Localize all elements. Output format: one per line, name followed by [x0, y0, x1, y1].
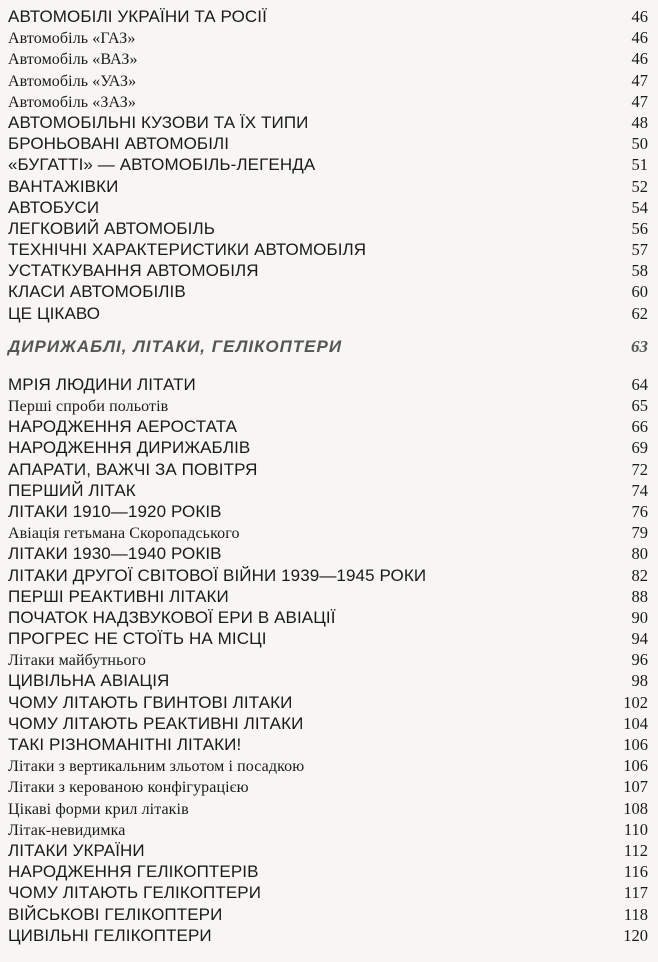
toc-entry-page: 82 — [631, 565, 648, 585]
toc-entry-page: 112 — [623, 840, 648, 860]
toc-entry — [8, 819, 650, 840]
toc-entry-page: 120 — [623, 925, 648, 945]
toc-entry-page: 106 — [623, 735, 648, 754]
toc-entry-page: 51 — [631, 155, 648, 175]
toc-entry — [8, 586, 650, 607]
toc-entry — [8, 133, 650, 154]
toc-entry — [8, 239, 650, 260]
toc-entry-page: 96 — [631, 650, 648, 670]
section-title: ДИРИЖАБЛІ, ЛІТАКИ, ГЕЛІКОПТЕРИ — [8, 336, 343, 356]
toc-entry — [8, 565, 650, 586]
toc-entry — [8, 395, 650, 416]
toc-entry-title: ПРОГРЕС НЕ СТОЇТЬ НА МІСЦІ — [8, 629, 267, 649]
toc-entry-title: КЛАСИ АВТОМОБІЛІВ — [8, 282, 186, 302]
toc-entry-title: ПЕРШИЙ ЛІТАК — [8, 480, 136, 500]
toc-entry — [8, 260, 650, 281]
toc-entry — [8, 649, 650, 670]
toc-entry-page: 117 — [623, 883, 648, 903]
toc-entry-title: Літаки з керованою конфігурацією — [8, 779, 249, 797]
toc-entry-page: 52 — [631, 176, 648, 196]
toc-entry-page: 79 — [631, 523, 648, 543]
toc-entry-page: 106 — [623, 756, 648, 776]
toc-entry-page: 102 — [623, 692, 648, 712]
toc-entry-page: 62 — [631, 303, 648, 323]
toc-entry-page: 69 — [631, 438, 648, 458]
toc-entry-page: 46 — [631, 49, 648, 69]
toc-entry-title: Літаки з вертикальним зльотом і посадкою — [8, 758, 305, 776]
toc-entry-title: НАРОДЖЕННЯ АЕРОСТАТА — [8, 417, 238, 437]
toc-entry-title: ЧОМУ ЛІТАЮТЬ ГВИНТОВІ ЛІТАКИ — [8, 692, 293, 712]
toc-entry-page: 65 — [631, 396, 648, 415]
toc-list-before — [8, 6, 650, 324]
toc-entry-title: АВТОМОБІЛЬНІ КУЗОВИ ТА ЇХ ТИПИ — [8, 112, 309, 132]
toc-entry-page: 98 — [631, 671, 648, 691]
toc-entry — [8, 925, 650, 946]
toc-entry — [8, 374, 650, 395]
toc-entry-title: ТАКІ РІЗНОМАНІТНІ ЛІТАКИ! — [8, 735, 242, 754]
toc-entry-page: 90 — [631, 607, 648, 627]
toc-entry — [8, 755, 650, 776]
toc-entry-page: 64 — [631, 374, 648, 394]
toc-entry — [8, 437, 650, 458]
toc-entry — [8, 303, 650, 324]
toc-entry — [8, 27, 650, 48]
toc-entry-title: ЛІТАКИ 1930—1940 РОКІВ — [8, 544, 222, 564]
toc-entry — [8, 112, 650, 133]
toc-entry — [8, 798, 650, 819]
toc-entry — [8, 882, 650, 903]
toc-entry-title: ЛІТАКИ 1910—1920 РОКІВ — [8, 501, 222, 521]
toc-entry-page: 46 — [631, 28, 648, 48]
toc-entry-title: ЦИВІЛЬНІ ГЕЛІКОПТЕРИ — [8, 925, 212, 945]
toc-entry-page: 48 — [631, 112, 648, 132]
toc-entry-page: 74 — [631, 480, 648, 500]
toc-entry — [8, 501, 650, 522]
toc-entry-title: ЛІТАКИ УКРАЇНИ — [8, 840, 145, 860]
toc-entry-title: ЧОМУ ЛІТАЮТЬ РЕАКТИВНІ ЛІТАКИ — [8, 713, 304, 733]
toc-entry — [8, 522, 650, 543]
toc-entry-page: 107 — [623, 777, 648, 797]
section-heading — [8, 336, 650, 358]
toc-entry-title: Авіація гетьмана Скоропадського — [8, 525, 240, 543]
toc-entry — [8, 861, 650, 882]
toc-entry-title: ЦЕ ЦІКАВО — [8, 303, 101, 323]
toc-entry-page: 47 — [631, 91, 648, 111]
toc-entry-page: 54 — [631, 197, 648, 217]
toc-entry — [8, 459, 650, 480]
toc-entry-page: 110 — [623, 819, 648, 839]
toc-entry-page: 57 — [631, 240, 648, 260]
toc-entry-title: ВАНТАЖІВКИ — [8, 176, 119, 196]
toc-entry-title: БРОНЬОВАНІ АВТОМОБІЛІ — [8, 134, 230, 154]
toc-entry — [8, 218, 650, 239]
toc-entry — [8, 70, 650, 91]
toc-entry-title: ЦИВІЛЬНА АВІАЦІЯ — [8, 671, 170, 691]
toc-entry — [8, 91, 650, 112]
toc-entry — [8, 692, 650, 713]
toc-entry-title: ПОЧАТОК НАДЗВУКОВОЇ ЕРИ В АВІАЦІЇ — [8, 607, 336, 627]
toc-entry-title: НАРОДЖЕННЯ ГЕЛІКОПТЕРІВ — [8, 862, 259, 882]
toc-entry-page: 104 — [623, 713, 648, 733]
toc-entry-page: 94 — [631, 629, 648, 649]
toc-entry-page: 66 — [631, 417, 648, 437]
toc-entry-page: 108 — [623, 798, 648, 818]
section-page: 63 — [631, 336, 648, 356]
toc-entry — [8, 840, 650, 861]
toc-entry — [8, 480, 650, 501]
toc-entry — [8, 281, 650, 302]
toc-entry — [8, 197, 650, 218]
toc-entry-title: Літак-невидимка — [8, 821, 126, 839]
toc-entry-title: ЛЕГКОВИЙ АВТОМОБІЛЬ — [8, 218, 215, 238]
toc-entry-page: 50 — [631, 134, 648, 154]
toc-entry-page: 58 — [631, 261, 648, 281]
toc-entry — [8, 734, 650, 755]
toc-entry-title: Цікаві форми крил літаків — [8, 800, 189, 818]
toc-entry — [8, 904, 650, 925]
toc-entry-title: АВТОМОБІЛІ УКРАЇНИ ТА РОСІЇ — [8, 7, 267, 26]
toc-entry-title: ЛІТАКИ ДРУГОЇ СВІТОВОЇ ВІЙНИ 1939—1945 РОКИ — [8, 565, 427, 585]
toc-entry-title: АВТОБУСИ — [8, 197, 100, 217]
toc-entry — [8, 416, 650, 437]
toc-entry-title: УСТАТКУВАННЯ АВТОМОБІЛЯ — [8, 261, 259, 281]
toc-entry-title: АПАРАТИ, ВАЖЧІ ЗА ПОВІТРЯ — [8, 459, 258, 479]
toc-entry-title: ЧОМУ ЛІТАЮТЬ ГЕЛІКОПТЕРИ — [8, 883, 262, 903]
toc-entry-page: 116 — [623, 862, 648, 882]
toc-entry-title: НАРОДЖЕННЯ ДИРИЖАБЛІВ — [8, 438, 251, 458]
toc-entry — [8, 776, 650, 797]
toc-list-after — [8, 374, 650, 946]
toc-entry-title: ВІЙСЬКОВІ ГЕЛІКОПТЕРИ — [8, 904, 223, 924]
toc-entry-title: «БУГАТТІ» — АВТОМОБІЛЬ-ЛЕГЕНДА — [8, 155, 316, 175]
toc-entry-page: 47 — [631, 70, 648, 90]
toc-entry-page: 80 — [631, 544, 648, 564]
toc-entry-page: 56 — [631, 218, 648, 238]
toc-entry-title: Автомобіль «ЗАЗ» — [8, 93, 136, 111]
toc-entry-page: 76 — [631, 501, 648, 521]
toc-entry — [8, 607, 650, 628]
toc-entry — [8, 670, 650, 691]
toc-entry-page: 88 — [631, 586, 648, 606]
toc-entry-title: Автомобіль «ГАЗ» — [8, 30, 136, 48]
toc-entry-title: Автомобіль «УАЗ» — [8, 72, 137, 90]
toc-entry-title: Автомобіль «ВАЗ» — [8, 51, 138, 69]
toc-entry-title: ТЕХНІЧНІ ХАРАКТЕРИСТИКИ АВТОМОБІЛЯ — [8, 240, 367, 260]
toc-entry-title: МРІЯ ЛЮДИНИ ЛІТАТИ — [8, 374, 196, 394]
toc-entry — [8, 713, 650, 734]
toc-entry-page: 72 — [631, 459, 648, 479]
toc-entry-page: 60 — [631, 282, 648, 302]
table-of-contents — [8, 6, 650, 946]
toc-entry-title: ПЕРШІ РЕАКТИВНІ ЛІТАКИ — [8, 586, 229, 606]
toc-entry — [8, 6, 650, 27]
toc-entry — [8, 176, 650, 197]
toc-entry — [8, 48, 650, 69]
toc-entry-page: 46 — [631, 7, 648, 26]
toc-entry — [8, 628, 650, 649]
toc-entry — [8, 543, 650, 564]
toc-entry — [8, 154, 650, 175]
toc-entry-page: 118 — [623, 904, 648, 924]
toc-entry-title: Перші спроби польотів — [8, 398, 169, 415]
toc-entry-title: Літаки майбутнього — [8, 652, 146, 670]
